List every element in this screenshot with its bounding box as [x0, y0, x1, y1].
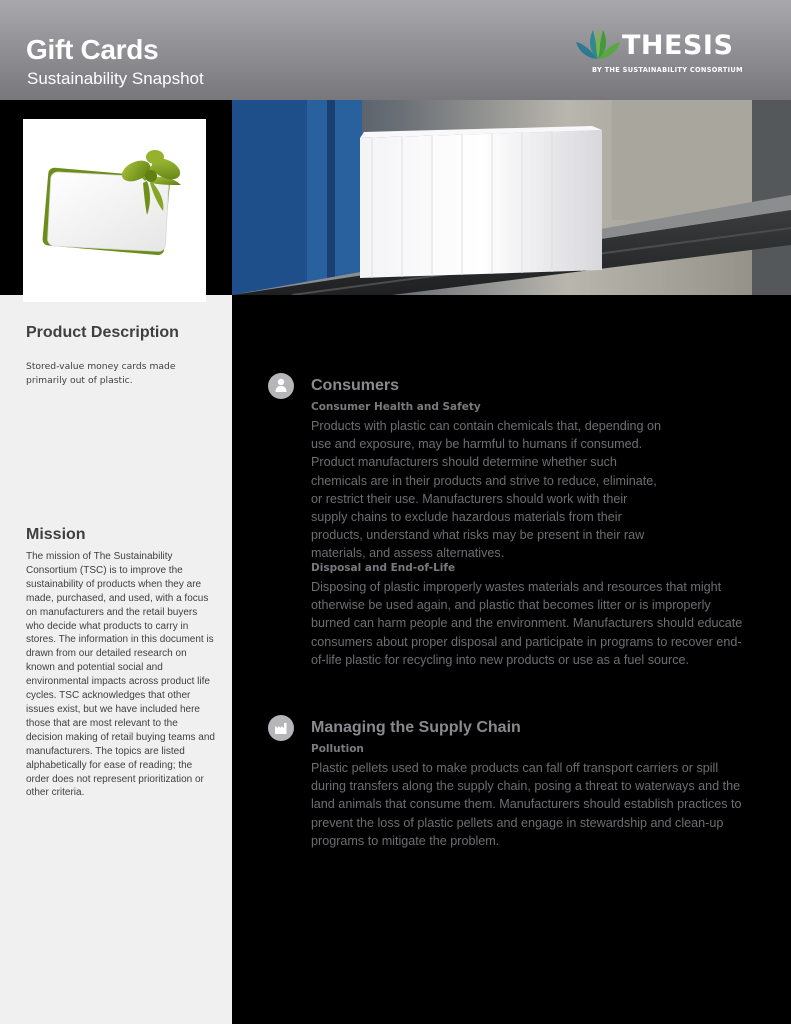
thesis-logo [575, 26, 745, 76]
consumer-person-icon [268, 373, 294, 399]
pollution-text: Plastic pellets used to make products can fall off transport carriers or spill during transfers along the supply chain, posing a threat to waterways and the land animals that consume them. Manufacturers should establish practices to prevent the loss of plastic pellets and engage in stewardship and clean-up programs to mitigate the problem. [311, 761, 742, 848]
subheading-disposal: Disposal and End-of-Life [311, 562, 456, 574]
mission-text: The mission of The Sustainability Consortium (TSC) is to improve the sustainability of products when they are made, purchased, and used, with a focus on manufacturers and the retail buyers who decide what products to carry in stores. The information in this document is drawn from our detailed research on known and potential social and environmental impacts across product life cycles. TSC acknowledges that other issues exist, but we have included here those that are most relevant to the decision making of retail buying teams and manufacturers. The topics are listed alphabetically for ease of reading; the order does not represent prioritization or other criteria. [26, 551, 215, 799]
product-description-heading: Product Description [26, 324, 179, 341]
mission-heading: Mission [26, 526, 86, 543]
subheading-pollution: Pollution [311, 743, 364, 755]
factory-icon [268, 715, 294, 741]
page-title: Gift Cards [26, 34, 159, 65]
page-subtitle: Sustainability Snapshot [27, 69, 204, 88]
disposal-text: Disposing of plastic improperly wastes materials and resources that might otherwise be used again, and plastic that becomes litter or is improperly burned can harm people and the environment. Manufacturers should educate consumers about proper disposal and participate in programs to recover end-of-life plastic for recycling into new products or use as a fuel source. [311, 580, 743, 667]
conveyor-belt-photo [232, 100, 791, 295]
topic-title-supply-chain: Managing the Supply Chain [311, 719, 521, 736]
page-header [0, 0, 791, 100]
product-description-text: Stored-value money cards made primarily out of plastic. [26, 361, 176, 386]
leaf-lotus-logo-icon [575, 26, 621, 62]
logo-wordmark: THESIS [622, 30, 734, 61]
subheading-consumer-health: Consumer Health and Safety [311, 401, 481, 413]
gift-card-photo [23, 119, 206, 302]
logo-tagline: BY THE SUSTAINABILITY CONSORTIUM [592, 66, 743, 74]
topic-title-consumers: Consumers [311, 377, 400, 394]
consumer-health-text: Products with plastic can contain chemicals that, depending on use and exposure, may be harmful to humans if consumed. Product manufacturers should determine whether such chemicals are in their products and strive to reduce, eliminate, or restrict their use. Manufacturers should work with their supply chains to exclude hazardous materials from their products, understand what risks may be present in their raw materials, and assess alternatives. [311, 419, 662, 561]
sidebar [0, 100, 232, 1024]
